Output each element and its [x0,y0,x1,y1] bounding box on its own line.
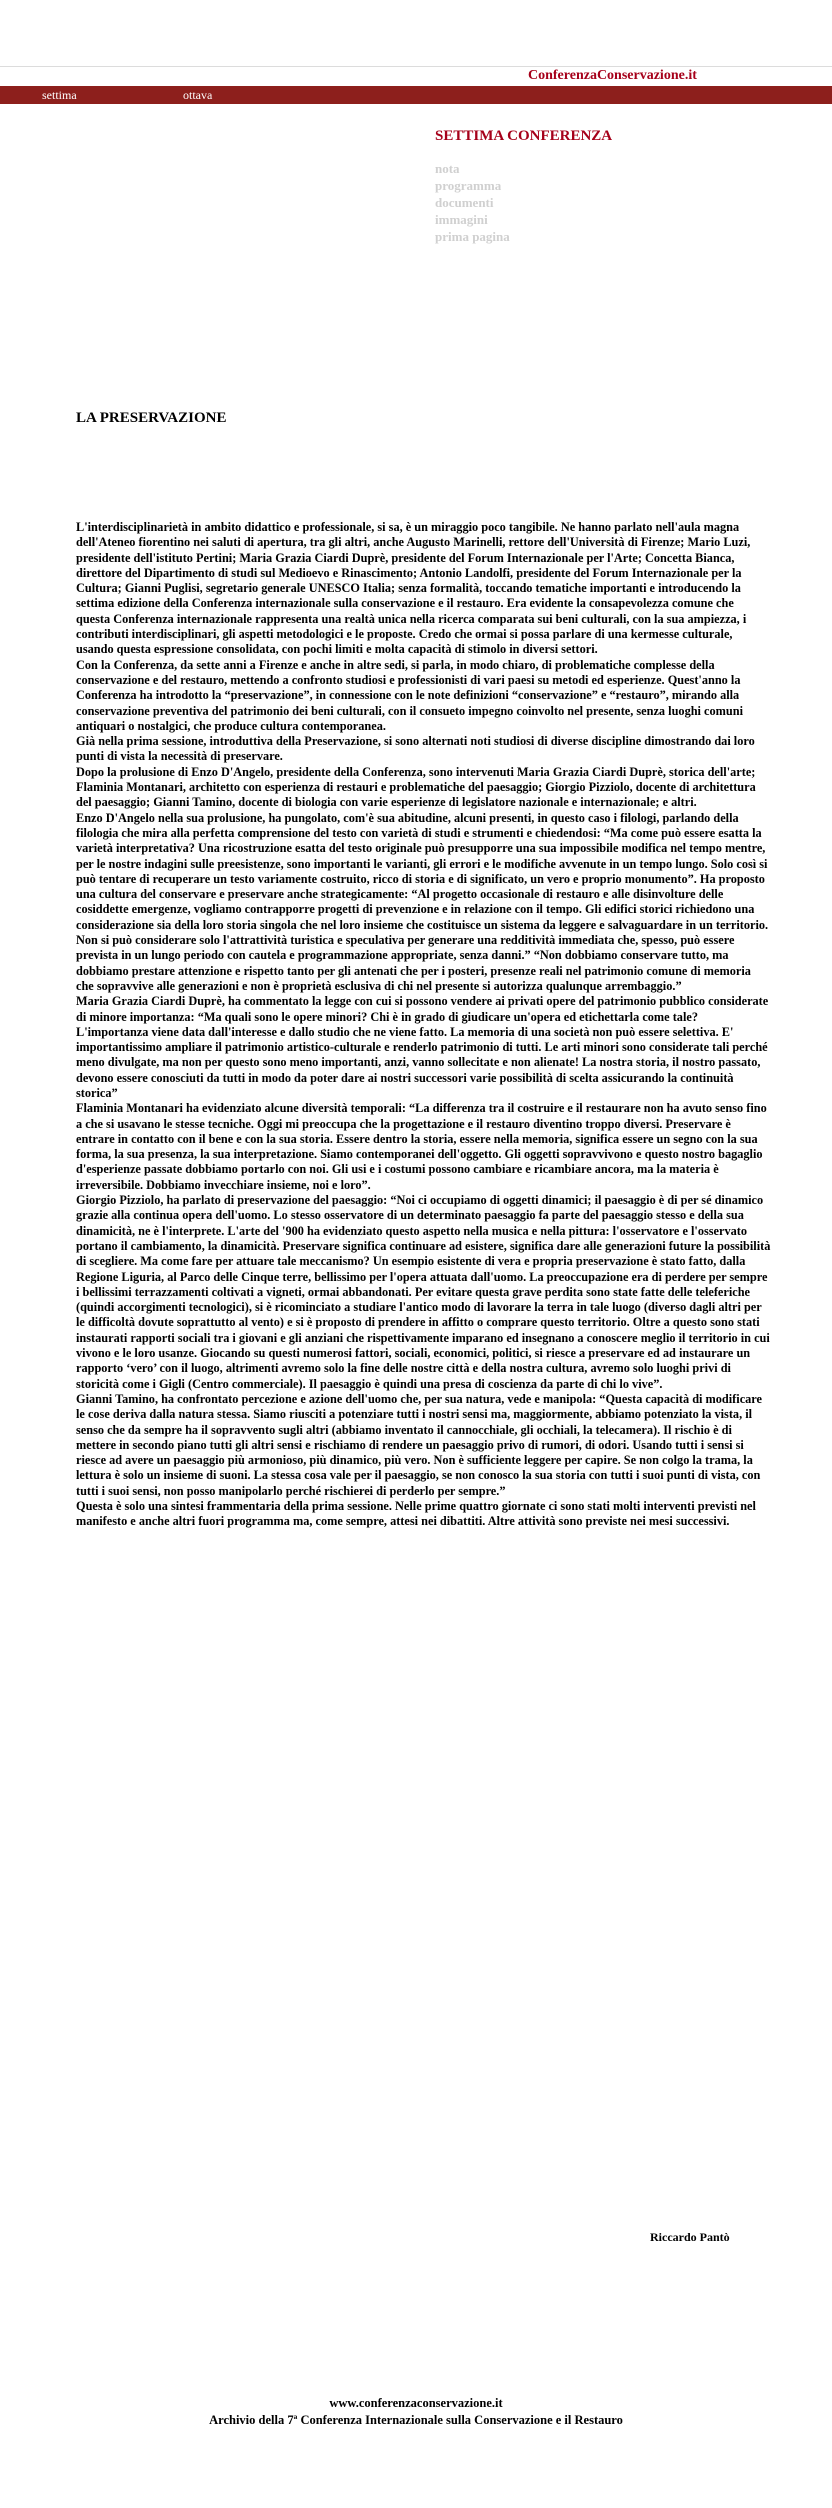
submenu-item-documenti[interactable]: documenti [435,195,494,210]
article-paragraph: Dopo la prolusione di Enzo D'Angelo, presidente della Conferenza, sono intervenuti Maria Grazia Ciardi Duprè, storica dell'arte; Flaminia Montanari, architetto con esperienza di restauri e problematiche del paesaggio; Giorgio Pizziolo, docente di architettura del paesaggio; Gianni Tamino, docente di biologia con varie esperienze di legislatore nazionale e internazionale; e altri. [76,764,756,810]
article-heading: LA PRESERVAZIONE [76,410,227,426]
article-paragraph: Già nella prima sessione, introduttiva della Preservazione, si sono alternati noti studiosi di diverse discipline dimostrando dai loro punti di vista la necessità di preservare. [76,734,755,764]
submenu-item-nota[interactable]: nota [435,161,460,176]
article-paragraph: Questa è solo una sintesi frammentaria della prima sessione. Nelle prime quattro giornate ci sono stati molti interventi previsti nel manifesto e anche altri fuori programma ma, come sempre, attesi nei dibattiti. Altre attività sono previste nei mesi successivi. [76,1499,756,1529]
article-paragraph: L'interdisciplinarietà in ambito didattico e professionale, si sa, è un miraggio poco tangibile. Ne hanno parlato nell'aula magna dell'Ateneo fiorentino nei saluti di apertura, tra gli altri, anche Augusto Marinelli, rettore dell'Università di Firenze; Mario Luzi, presidente dell'istituto Pertini; Maria Grazia Ciardi Duprè, presidente del Forum Internazionale per l'Arte; Concetta Bianca, direttore del Dipartimento di studi sul Medioevo e Rinascimento; Antonio Landolfi, presidente del Forum Internazionale per la Cultura; Gianni Puglisi, segretario generale UNESCO Italia; senza formalità, toccando tematiche importanti e introducendo la settima edizione della Conferenza internazionale sulla conservazione e il restauro. Era evidente la consapevolezza comune che questa Conferenza internazionale rappresenta una realtà unica nella ricerca comparata sui beni culturali, con la sua ampiezza, i contributi interdisciplinari, gli aspetti metodologici e le proposte. Credo che ormai si possa parlare di una kermesse culturale, usando questa espressione consolidata, con pochi limiti e molta capacità di stimolo in diversi settori. [76,520,751,657]
article-author: Riccardo Pantò [650,2230,730,2244]
nav-link-ottava[interactable]: ottava [183,88,213,102]
footer [0,2395,832,2429]
site-title-link[interactable]: ConferenzaConservazione.it [528,68,697,83]
submenu [435,160,510,245]
page-title: SETTIMA CONFERENZA [435,128,613,144]
submenu-item-programma[interactable]: programma [435,178,502,193]
footer-url-link[interactable]: www.conferenzaconservazione.it [329,2396,503,2410]
article-paragraph: Flaminia Montanari ha evidenziato alcune diversità temporali: “La differenza tra il costruire e il restaurare non ha avuto senso fino a che si usavano le stesse tecniche. Oggi mi preoccupa che la progettazione e il restauro diventino troppo diversi. Preservare è entrare in contatto con il bene e con la sua storia. Essere dentro la storia, essere nella memoria, significa essere un segno con la sua forma, la sua presenza, la sua interpretazione. Siamo contemporanei dell'oggetto. Gli oggetti sopravvivono e questo nostro bagaglio d'esperienze passate dobbiamo portarlo con noi. Gli usi e i costumi possono cambiare e ricambiare ancora, ma la materia è irreversibile. Dobbiamo invecchiare insieme, noi e loro”. [76,1101,767,1192]
article-paragraph: Gianni Tamino, ha confrontato percezione e azione dell'uomo che, per sua natura, vede e manipola: “Questa capacità di modificare le cose deriva dalla natura stessa. Siamo riusciti a potenziare tutti i nostri sensi ma, maggiormente, abbiamo potenziato la vista, il senso che da sempre ha il sopravvento sugli altri (abbiamo inventato il cannocchiale, gli occhiali, la telecamera). Il rischio è di mettere in secondo piano tutti gli altri sensi e rischiamo di rendere un paesaggio privo di rumori, di odori. Usando tutti i sensi si riesce ad avere un paesaggio più armonioso, più dinamico, più vero. Non è sufficiente leggere per capire. Se non colgo la trama, la lettura è solo un insieme di suoni. La stessa cosa vale per il paesaggio, se non conosco la sua storia con tutti i suoi punti di vista, con tutti i suoi sensi, non posso manipolarlo perché rischierei di perderlo per sempre.” [76,1391,762,1498]
article-body [76,520,771,1530]
footer-caption: Archivio della 7ª Conferenza Internazionale sulla Conservazione e il Restauro [209,2413,623,2427]
submenu-item-prima-pagina[interactable]: prima pagina [435,229,510,244]
article-paragraph: Giorgio Pizziolo, ha parlato di preservazione del paesaggio: “Noi ci occupiamo di oggetti dinamici; il paesaggio è di per sé dinamico grazie alla continua opera dell'uomo. Lo stesso osservatore di un determinato paesaggio fa parte del paesaggio stesso e della sua dinamicità, ne è l'interprete. L'arte del '900 ha evidenziato questo aspetto nella musica e nella pittura: l'osservatore e l'osservato portano il cambiamento, la dinamicità. Preservare significa continuare ad esistere, significa dare alle generazioni future la possibilità di scegliere. Ma come fare per attuare tale meccanismo? Un esempio esistente di vera e propria preservazione è stato fatto, dalla Regione Liguria, al Parco delle Cinque terre, bellissimo per l'opera attuata dall'uomo. La preoccupazione era di perdere per sempre i bellissimi terrazzamenti coltivati a vigneti, ormai abbandonati. Per evitare questa grave perdita sono state fatte delle teleferiche (quindi accorgimenti tecnologici), si è ricominciato a studiare l'antico modo di lavorare la terra in tale luogo (diverso dagli altri per le difficoltà dovute soprattutto al vento) e si è proposto di prendere in affitto o comprare questo territorio. Oltre a questo sono stati instaurati rapporti sociali tra i giovani e gli anziani che rispettivamente imparano ed insegnano a conoscere meglio il territorio in cui vivono e le loro usanze. Giocando su questi numerosi fattori, sociali, economici, politici, si riesce a preservare ed ad instaurare un rapporto ‘vero’ con il luogo, altrimenti avremo solo la fine delle nostre città e della nostra cultura, avremo solo luoghi privi di storicità come i Gigli (Centro commerciale). Il paesaggio è quindi una presa di coscienza da parte di chi lo vive”. [76,1193,771,1391]
submenu-item-immagini[interactable]: immagini [435,212,488,227]
nav-bar [0,86,832,104]
article-paragraph: Con la Conferenza, da sette anni a Firenze e anche in altre sedi, si parla, in modo chiaro, di problematiche complesse della conservazione e del restauro, mettendo a confronto studiosi e professionisti di vari paesi su metodi ed esperienze. Quest'anno la Conferenza ha introdotto la “preservazione”, in connessione con le note definizioni “conservazione” e “restauro”, mirando alla conservazione preventiva del patrimonio dei beni culturali, con il consueto impegno coinvolto nel presente, senza luoghi comuni antiquari o nostalgici, che produce cultura contemporanea. [76,657,743,733]
article-paragraph: Enzo D'Angelo nella sua prolusione, ha pungolato, com'è sua abitudine, alcuni presenti, in questo caso i filologi, parlando della filologia che mira alla perfetta comprensione del testo con varietà di studi e strumenti e chiedendosi: “Ma come può essere esatta la varietà interpretativa? Una ricostruzione esatta del testo originale può presupporre una sua impossibile modifica nel tempo mentre, per le nostre indagini sulle preesistenze, sono importanti le varianti, gli errori e le modifiche avvenute in un tempo lungo. Solo così si può tentare di recuperare un testo variamente costruito, ricco di storia e di significato, un vero e proprio monumento”. Ha proposto una cultura del conservare e preservare anche strategicamente: “Al progetto occasionale di restauro e alle disinvolture delle cosiddette emergenze, vogliamo contrapporre progetti di prevenzione e in relazione con il tempo. Gli edifici storici richiedono una considerazione sia della loro storia singola che nel loro insieme che costituisce un sistema da leggere e salvaguardare in un territorio. Non si può considerare solo l'attrattività turistica e speculativa per generare una redditività immediata che, spesso, può essere prevista in un lungo periodo con cautela e programmazione appropriate, senza danni.” “Non dobbiamo conservare tutto, ma dobbiamo prestare attenzione e rispetto tanto per gli antenati che per i posteri, presenze reali nel patrimonio comune di memoria che sopravvive alle generazioni e non è proprietà esclusiva di chi nel presente si autorizza qualunque arrembaggio.” [76,810,769,993]
article-paragraph: Maria Grazia Ciardi Duprè, ha commentato la legge con cui si possono vendere ai privati opere del patrimonio pubblico considerate di minore importanza: “Ma quali sono le opere minori? Chi è in grado di giudicare un'opera ed etichettarla come tale? L'importanza viene data dall'interesse e dallo studio che ne viene fatto. La memoria di una società non può essere selettiva. E' importantissimo ampliare il patrimonio artistico-culturale e renderlo patrimonio di tutti. Le arti minori sono considerate tali perché meno divulgate, ma non per questo sono meno importanti, anzi, vanno sollecitate e non alienate! La nostra storia, il nostro passato, devono essere conosciuti da tutti in modo da poter dare ai nostri successori varie possibilità di scelta assicurando la continuità storica” [76,994,769,1100]
top-divider [0,66,832,67]
nav-link-settima[interactable]: settima [42,88,77,102]
